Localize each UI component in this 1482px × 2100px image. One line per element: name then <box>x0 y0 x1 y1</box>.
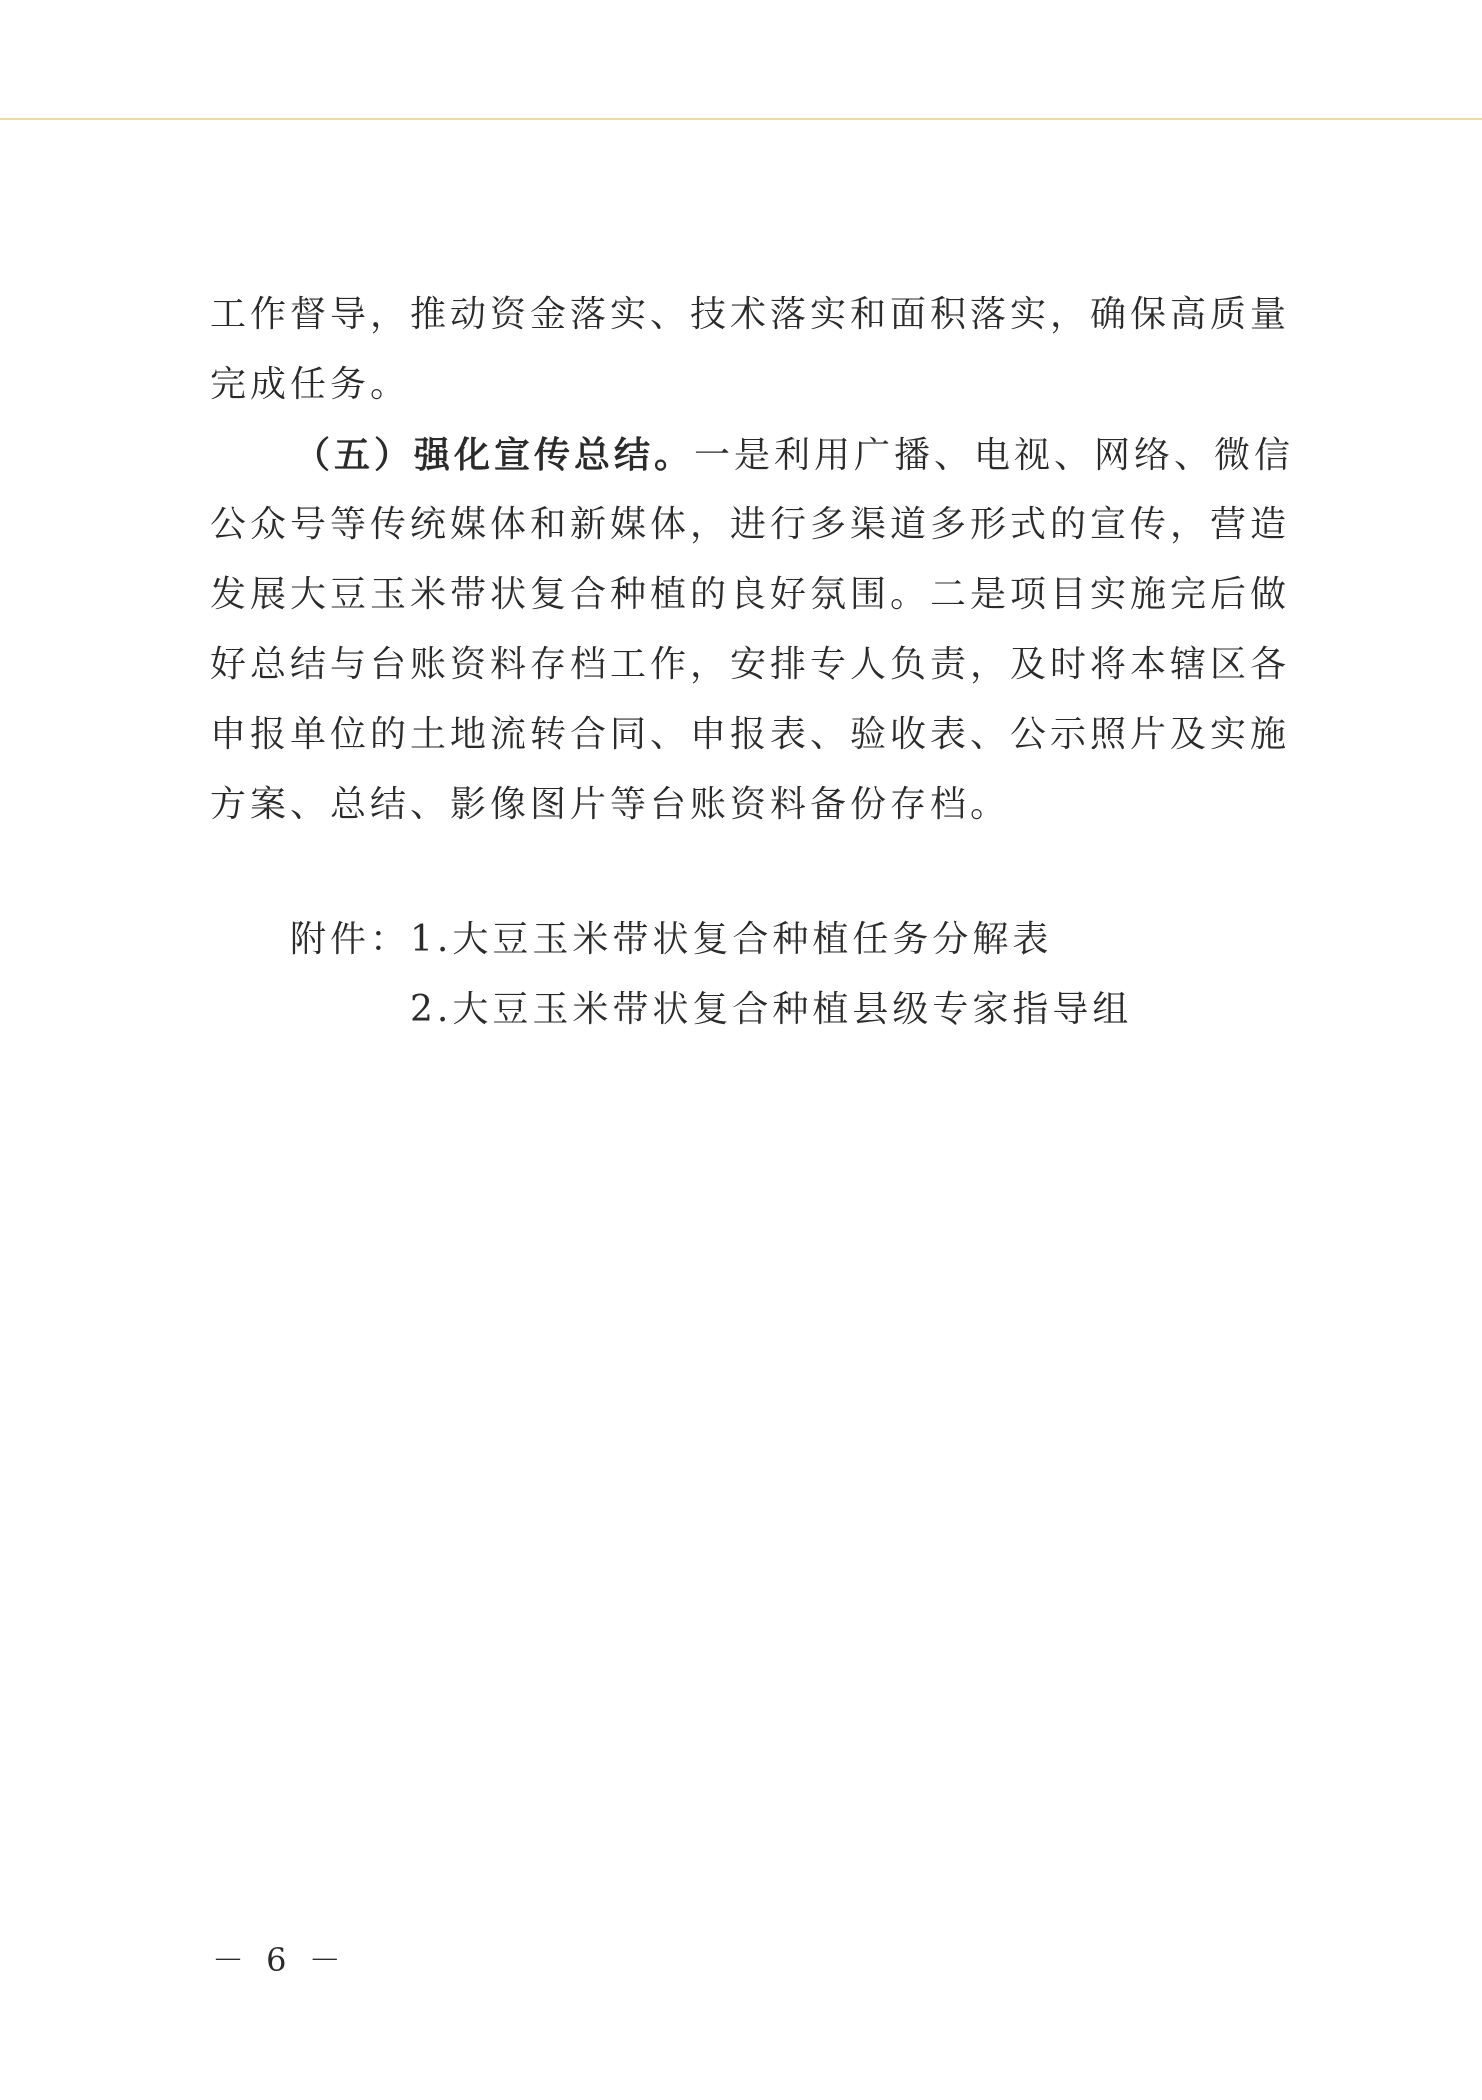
attachment-item-2: 2.大豆玉米带状复合种植县级专家指导组 <box>410 989 1133 1030</box>
top-border-line <box>0 118 1482 120</box>
page-number: － 6 － <box>212 1941 347 1979</box>
attachment-item-1: 1.大豆玉米带状复合种植任务分解表 <box>410 919 1053 960</box>
attachment-row-1 <box>290 905 1132 975</box>
section-5-line-6-row <box>210 770 1280 840</box>
text-line-2-content: 完成任务。 <box>210 364 411 405</box>
text-line-2 <box>210 350 1280 420</box>
section-5-line-3: 发展大豆玉米带状复合种植的良好氛围。二是项目实施完后做 <box>210 574 1291 615</box>
section-5-line-4-row <box>210 630 1291 700</box>
body-text <box>210 280 1295 840</box>
section-5-line-6: 方案、总结、影像图片等台账资料备份存档。 <box>210 784 1011 825</box>
text-line-1 <box>210 280 1291 350</box>
attachment-row-2 <box>290 975 1132 1045</box>
section-5-line-1: 一是利用广播、电视、网络、微信 <box>694 435 1295 476</box>
section-5-line-4: 好总结与台账资料存档工作，安排专人负责，及时将本辖区各 <box>210 644 1291 685</box>
text-line-1-content: 工作督导，推动资金落实、技术落实和面积落实，确保高质量 <box>210 294 1291 335</box>
section-5-line-2: 公众号等传统媒体和新媒体，进行多渠道多形式的宣传，营造 <box>210 504 1291 545</box>
section-5-first-line <box>210 420 1295 490</box>
section-5-line-5: 申报单位的土地流转合同、申报表、验收表、公示照片及实施 <box>210 714 1291 755</box>
section-5-line-2-row <box>210 490 1291 560</box>
attachments-label: 附件： <box>290 919 411 960</box>
section-5-line-3-row <box>210 560 1291 630</box>
attachments-block <box>290 905 1132 1045</box>
section-5-heading: （五）强化宣传总结。 <box>294 434 695 476</box>
section-5-line-5-row <box>210 700 1291 770</box>
